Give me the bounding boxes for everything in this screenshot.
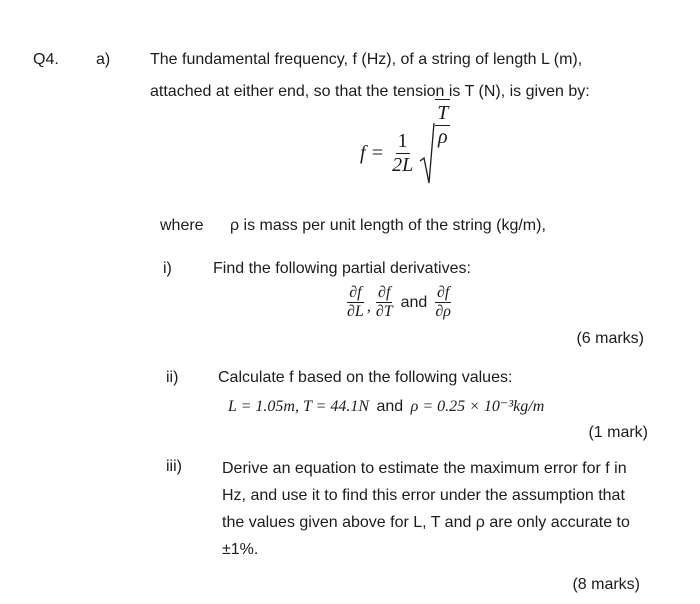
part-iii-line-2: Hz, and use it to find this error under the assumption that — [222, 487, 625, 504]
part-iii-label: iii) — [166, 458, 182, 475]
values-and: and — [376, 398, 404, 415]
and-word: and — [400, 293, 428, 311]
derivative-df-drho-num: ∂f — [435, 284, 451, 303]
where-text: ρ is mass per unit length of the string (kg/m), — [230, 217, 546, 234]
part-iii-line-4: ±1%. — [222, 541, 259, 558]
derivative-df-dT-num: ∂f — [376, 284, 392, 303]
question-number: Q4. — [33, 51, 59, 68]
sqrt-group — [419, 102, 450, 185]
sqrt-denominator: ρ — [437, 126, 448, 148]
values-rho: ρ = 0.25 × 10⁻³kg/m — [410, 398, 545, 415]
sqrt-numerator: T — [437, 102, 449, 124]
formula-fraction — [390, 130, 415, 177]
derivative-df-dL-den: ∂L — [347, 303, 364, 321]
values-L-T: L = 1.05m, T = 44.1N — [228, 398, 370, 415]
comma-separator: , — [366, 297, 371, 315]
part-iii-line-3: the values given above for L, T and ρ are only accurate to — [222, 514, 630, 531]
part-ii-label: ii) — [166, 369, 179, 386]
part-i-label: i) — [163, 260, 172, 277]
derivative-df-drho — [433, 284, 453, 322]
part-iii-line-1: Derive an equation to estimate the maximum error for f in — [222, 460, 627, 477]
derivative-df-dL-num: ∂f — [347, 284, 363, 303]
derivative-df-dL — [345, 284, 366, 322]
partial-derivatives — [345, 284, 453, 322]
part-ii-marks: (1 mark) — [588, 424, 648, 441]
part-i-marks: (6 marks) — [576, 330, 644, 347]
part-iii-marks: (8 marks) — [572, 576, 640, 593]
intro-line-2: attached at either end, so that the tension is T (N), is given by: — [150, 83, 590, 100]
frequency-formula — [360, 102, 450, 188]
intro-line-1: The fundamental frequency, f (Hz), of a string of length L (m), — [150, 51, 583, 68]
part-ii-text: Calculate f based on the following values: — [218, 369, 513, 386]
derivative-df-dT-den: ∂T — [375, 303, 393, 321]
where-label: where — [160, 217, 204, 234]
sqrt-fraction — [435, 99, 450, 149]
formula-denominator: 2L — [392, 153, 414, 176]
part-ii-values — [228, 396, 544, 416]
formula-lhs: f = — [360, 141, 385, 164]
sqrt-radical-icon — [419, 121, 435, 185]
question-part-label: a) — [96, 51, 111, 68]
derivative-df-dT — [374, 284, 395, 322]
derivative-df-drho-den: ∂ρ — [435, 303, 451, 321]
formula-numerator: 1 — [397, 129, 408, 152]
part-i-text: Find the following partial derivatives: — [213, 260, 471, 277]
